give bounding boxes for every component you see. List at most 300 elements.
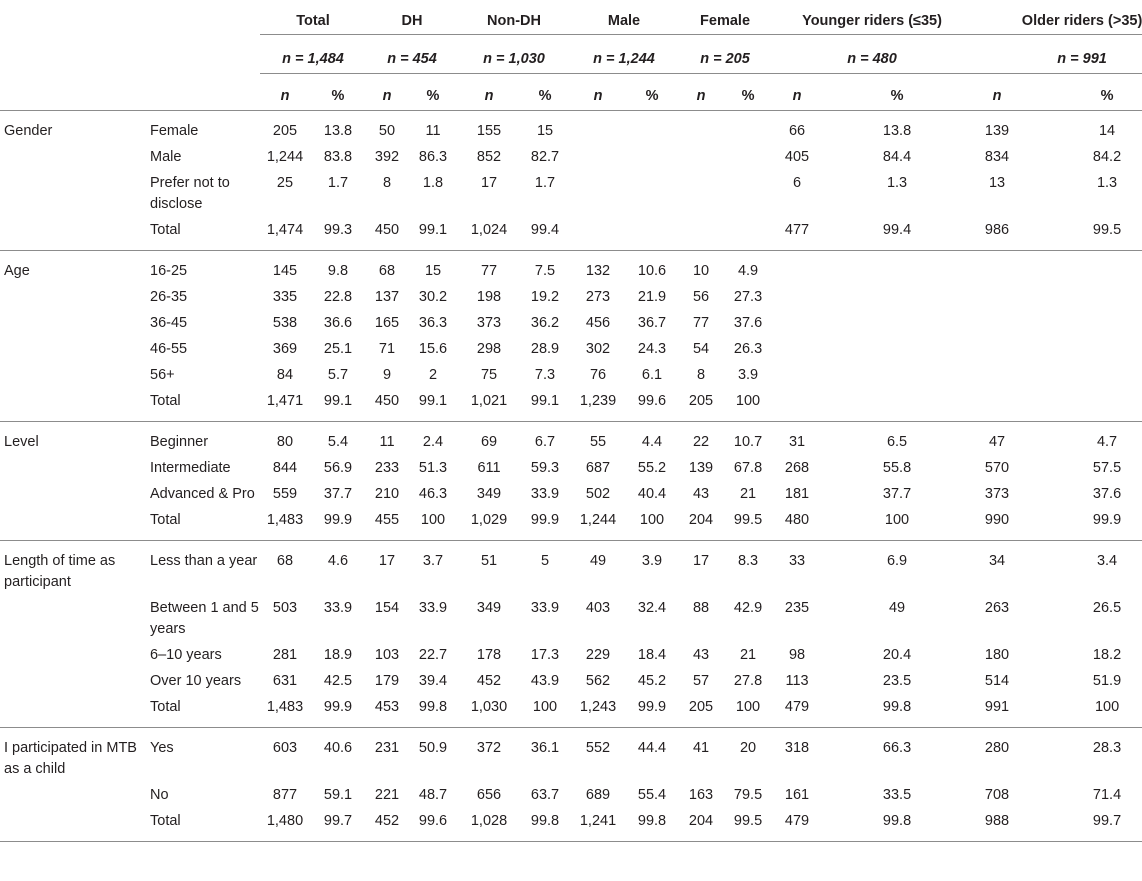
cell-n: 55 (589, 434, 607, 450)
cell-n: 180 (984, 647, 1010, 663)
cell-pct: 99.9 (310, 697, 366, 728)
cell-n: 75 (480, 367, 498, 383)
cell-pct: 1.7 (534, 175, 556, 191)
cell-n: 13 (988, 175, 1006, 191)
cell-pct: 1.8 (422, 175, 444, 191)
cell-n: 163 (688, 787, 714, 803)
cell-pct: 33.9 (530, 600, 560, 616)
cell-n: 204 (678, 811, 724, 842)
cell-pct: 6.1 (641, 367, 663, 383)
cell-pct: 11 (425, 123, 441, 139)
cell-n: 210 (374, 486, 400, 502)
cell-pct: 3.9 (641, 553, 663, 569)
cell-n: 988 (972, 811, 1022, 842)
section-category: I participated in MTB as a child (4, 740, 137, 777)
row-label: Total (150, 391, 260, 422)
cell-pct: 99.5 (724, 510, 772, 541)
n-dh: n = 454 (366, 35, 458, 74)
cell-pct (1022, 391, 1142, 422)
cell-pct (724, 220, 772, 251)
cell-n: 834 (984, 149, 1010, 165)
cell-pct (626, 147, 678, 173)
cell-pct (822, 339, 972, 365)
subheader-pct: % (1022, 74, 1142, 111)
cell-n: 139 (688, 460, 714, 476)
cell-n: 50 (378, 123, 396, 139)
cell-n: 25 (276, 175, 294, 191)
cell-pct (1022, 287, 1142, 313)
cell-pct: 99.7 (310, 811, 366, 842)
cell-n: 17 (692, 553, 710, 569)
cell-n: 372 (476, 740, 502, 756)
cell-n: 514 (984, 673, 1010, 689)
cell-n: 221 (374, 787, 400, 803)
header-row-groups (0, 0, 1142, 35)
cell-pct (822, 251, 972, 288)
cell-pct: 79.5 (733, 787, 763, 803)
cell-n: 17 (480, 175, 498, 191)
row-label: Total (150, 510, 260, 541)
row-label: 56+ (150, 367, 175, 383)
cell-n: 335 (272, 289, 298, 305)
cell-pct: 50.9 (418, 740, 448, 756)
cell-pct: 86.3 (418, 149, 448, 165)
cell-n: 302 (585, 341, 611, 357)
section-category: Level (4, 434, 39, 450)
n-younger: n = 480 (772, 35, 972, 74)
cell-pct (724, 111, 772, 148)
cell-pct: 84.4 (882, 149, 912, 165)
cell-n: 450 (366, 391, 408, 422)
n-total: n = 1,484 (260, 35, 366, 74)
row-label: Prefer not to disclose (150, 175, 230, 212)
cell-n (570, 111, 626, 148)
cell-n: 502 (585, 486, 611, 502)
cell-pct: 83.8 (323, 149, 353, 165)
section-category: Gender (4, 123, 53, 139)
cell-n: 689 (585, 787, 611, 803)
cell-pct: 18.4 (637, 647, 667, 663)
cell-pct: 26.5 (1092, 600, 1122, 616)
cell-pct: 37.7 (323, 486, 353, 502)
cell-pct: 99.8 (822, 811, 972, 842)
cell-pct: 21 (739, 647, 757, 663)
col-group-total: Total (260, 0, 366, 35)
cell-n: 373 (984, 486, 1010, 502)
cell-n (678, 173, 724, 220)
cell-pct: 10.6 (637, 263, 667, 279)
cell-n: 281 (272, 647, 298, 663)
cell-n: 852 (476, 149, 502, 165)
cell-pct: 99.4 (822, 220, 972, 251)
table-row (0, 173, 1142, 220)
cell-n: 155 (476, 123, 502, 139)
cell-n (972, 365, 1022, 391)
row-label: Yes (150, 740, 174, 756)
cell-pct: 37.7 (882, 486, 912, 502)
cell-pct (626, 220, 678, 251)
cell-pct: 99.5 (1022, 220, 1142, 251)
section-category: Length of time as participant (4, 553, 116, 590)
cell-pct: 1.7 (327, 175, 349, 191)
cell-pct: 100 (408, 510, 458, 541)
cell-pct: 71.4 (1092, 787, 1122, 803)
cell-pct: 43.9 (530, 673, 560, 689)
cell-pct: 55.8 (882, 460, 912, 476)
cell-n: 22 (692, 434, 710, 450)
cell-n: 161 (784, 787, 810, 803)
cell-n: 991 (972, 697, 1022, 728)
cell-n: 145 (272, 263, 298, 279)
cell-n: 77 (480, 263, 498, 279)
subheader-pct: % (520, 74, 570, 111)
cell-n: 1,471 (260, 391, 310, 422)
row-label: Total (150, 811, 260, 842)
cell-pct: 63.7 (530, 787, 560, 803)
row-label: Female (150, 123, 199, 139)
cell-n: 273 (585, 289, 611, 305)
cell-n: 656 (476, 787, 502, 803)
cell-pct (724, 147, 772, 173)
cell-n: 405 (784, 149, 810, 165)
cell-pct: 99.3 (310, 220, 366, 251)
cell-n: 559 (272, 486, 298, 502)
table-row (0, 111, 1142, 148)
cell-n: 392 (374, 149, 400, 165)
cell-n (772, 313, 822, 339)
cell-pct: 20 (739, 740, 757, 756)
table-row (0, 339, 1142, 365)
cell-n (772, 287, 822, 313)
cell-pct: 51.3 (418, 460, 448, 476)
cell-n: 349 (476, 600, 502, 616)
cell-pct: 99.1 (408, 220, 458, 251)
cell-pct: 5 (540, 553, 550, 569)
cell-n: 452 (476, 673, 502, 689)
subheader-pct: % (822, 74, 972, 111)
row-label: Male (150, 149, 182, 165)
cell-n: 43 (692, 486, 710, 502)
cell-n: 708 (984, 787, 1010, 803)
cell-pct: 45.2 (637, 673, 667, 689)
cell-n: 205 (272, 123, 298, 139)
cell-n: 1,241 (570, 811, 626, 842)
cell-n: 538 (272, 315, 298, 331)
cell-pct (724, 173, 772, 220)
cell-pct: 22.7 (418, 647, 448, 663)
cell-pct: 99.9 (310, 510, 366, 541)
cell-n: 9 (382, 367, 392, 383)
table-row (0, 484, 1142, 510)
table-row (0, 811, 1142, 842)
cell-n: 33 (788, 553, 806, 569)
cell-n: 56 (692, 289, 710, 305)
cell-n: 98 (788, 647, 806, 663)
cell-n: 34 (988, 553, 1006, 569)
cell-n: 1,028 (458, 811, 520, 842)
cell-n: 57 (692, 673, 710, 689)
cell-n: 1,030 (458, 697, 520, 728)
cell-pct: 30.2 (418, 289, 448, 305)
cell-pct: 39.4 (418, 673, 448, 689)
cell-pct: 17.3 (530, 647, 560, 663)
cell-pct: 37.6 (733, 315, 763, 331)
cell-n: 198 (476, 289, 502, 305)
cell-pct (822, 365, 972, 391)
cell-pct: 55.2 (637, 460, 667, 476)
subheader-n: n (458, 74, 520, 111)
cell-n: 552 (585, 740, 611, 756)
cell-n: 179 (374, 673, 400, 689)
cell-n: 84 (276, 367, 294, 383)
cell-n (570, 173, 626, 220)
cell-n: 453 (366, 697, 408, 728)
cell-n: 450 (366, 220, 408, 251)
cell-pct: 28.3 (1092, 740, 1122, 756)
table-row (0, 785, 1142, 811)
cell-n: 165 (374, 315, 400, 331)
cell-n (678, 111, 724, 148)
cell-n: 41 (692, 740, 710, 756)
cell-n (972, 391, 1022, 422)
row-label: No (150, 787, 169, 803)
cell-n: 1,024 (458, 220, 520, 251)
table-row (0, 147, 1142, 173)
cell-n: 480 (772, 510, 822, 541)
cell-pct: 44.4 (637, 740, 667, 756)
cell-n: 51 (480, 553, 498, 569)
cell-n: 8 (382, 175, 392, 191)
cell-n: 88 (692, 600, 710, 616)
cell-pct: 5.7 (327, 367, 349, 383)
table-row (0, 365, 1142, 391)
cell-n: 6 (792, 175, 802, 191)
cell-pct: 59.1 (323, 787, 353, 803)
table-row (0, 541, 1142, 599)
cell-pct: 33.5 (882, 787, 912, 803)
n-older: n = 991 (972, 35, 1142, 74)
table-row (0, 697, 1142, 728)
cell-pct: 10.7 (733, 434, 763, 450)
cell-pct: 42.5 (323, 673, 353, 689)
table-row (0, 287, 1142, 313)
cell-n: 349 (476, 486, 502, 502)
cell-n: 229 (585, 647, 611, 663)
header-row-sub (0, 74, 1142, 111)
cell-pct (626, 173, 678, 220)
cell-pct: 99.8 (520, 811, 570, 842)
cell-pct: 36.7 (637, 315, 667, 331)
cell-pct: 59.3 (530, 460, 560, 476)
col-group-older: Older riders (>35) (972, 0, 1142, 35)
cell-pct: 66.3 (882, 740, 912, 756)
cell-pct: 99.1 (310, 391, 366, 422)
cell-n: 1,483 (260, 510, 310, 541)
section-category: Age (4, 263, 30, 279)
cell-pct (822, 391, 972, 422)
cell-n: 231 (374, 740, 400, 756)
cell-pct: 99.9 (626, 697, 678, 728)
cell-n (972, 339, 1022, 365)
cell-n: 687 (585, 460, 611, 476)
cell-pct: 57.5 (1092, 460, 1122, 476)
cell-pct: 100 (822, 510, 972, 541)
cell-n: 204 (678, 510, 724, 541)
cell-n (678, 220, 724, 251)
cell-n: 66 (788, 123, 806, 139)
cell-pct: 49 (888, 600, 906, 616)
n-non-dh: n = 1,030 (458, 35, 570, 74)
cell-pct: 1.3 (886, 175, 908, 191)
cell-pct: 15 (424, 263, 442, 279)
cell-n: 631 (272, 673, 298, 689)
cell-n: 1,244 (266, 149, 304, 165)
cell-pct (626, 111, 678, 148)
cell-n: 263 (984, 600, 1010, 616)
cell-n: 477 (772, 220, 822, 251)
cell-n (570, 147, 626, 173)
cell-pct: 27.3 (733, 289, 763, 305)
cell-pct: 100 (1022, 697, 1142, 728)
cell-n: 68 (276, 553, 294, 569)
cell-n (772, 251, 822, 288)
cell-pct: 19.2 (530, 289, 560, 305)
cell-n: 8 (696, 367, 706, 383)
cell-n: 205 (678, 697, 724, 728)
cell-n (772, 339, 822, 365)
subheader-pct: % (724, 74, 772, 111)
cell-pct: 4.7 (1096, 434, 1118, 450)
cell-n: 986 (972, 220, 1022, 251)
cell-pct: 100 (724, 391, 772, 422)
cell-pct: 13.8 (323, 123, 353, 139)
cell-n: 137 (374, 289, 400, 305)
n-female: n = 205 (678, 35, 772, 74)
row-label: Less than a year (150, 553, 258, 569)
col-group-male: Male (570, 0, 678, 35)
cell-n (678, 147, 724, 173)
cell-n (772, 365, 822, 391)
cell-pct: 1.3 (1096, 175, 1118, 191)
cell-n: 318 (784, 740, 810, 756)
cell-n: 113 (785, 673, 809, 689)
cell-pct: 40.4 (637, 486, 667, 502)
cell-pct: 67.8 (733, 460, 763, 476)
row-label: 36-45 (150, 315, 188, 331)
subheader-pct: % (408, 74, 458, 111)
cell-n: 990 (972, 510, 1022, 541)
cell-n: 369 (272, 341, 298, 357)
cell-pct: 99.7 (1022, 811, 1142, 842)
cell-n: 103 (374, 647, 400, 663)
cell-pct (822, 313, 972, 339)
col-group-younger: Younger riders (≤35) (772, 0, 972, 35)
cell-pct: 3.9 (737, 367, 759, 383)
cell-n: 1,483 (260, 697, 310, 728)
cell-pct: 33.9 (323, 600, 353, 616)
cell-n: 80 (276, 434, 294, 450)
cell-pct: 99.1 (408, 391, 458, 422)
cell-n: 10 (692, 263, 710, 279)
cell-n: 455 (366, 510, 408, 541)
cell-n: 562 (585, 673, 611, 689)
col-group-dh: DH (366, 0, 458, 35)
cell-n: 1,480 (260, 811, 310, 842)
table-row (0, 598, 1142, 645)
cell-pct: 5.4 (327, 434, 349, 450)
cell-n: 298 (476, 341, 502, 357)
cell-n: 1,474 (260, 220, 310, 251)
cell-n: 77 (692, 315, 710, 331)
cell-pct: 15 (536, 123, 554, 139)
cell-pct: 55.4 (637, 787, 667, 803)
cell-n: 570 (984, 460, 1010, 476)
cell-n: 154 (374, 600, 400, 616)
cell-n: 456 (585, 315, 611, 331)
cell-pct (1022, 365, 1142, 391)
table-row (0, 391, 1142, 422)
cell-pct: 82.7 (530, 149, 560, 165)
cell-pct: 20.4 (882, 647, 912, 663)
cell-pct: 7.3 (534, 367, 556, 383)
cell-n: 877 (272, 787, 298, 803)
cell-n: 403 (585, 600, 611, 616)
cell-n: 17 (378, 553, 396, 569)
cell-n (772, 391, 822, 422)
cell-n: 1,239 (570, 391, 626, 422)
cell-pct: 8.3 (737, 553, 759, 569)
cell-n: 76 (589, 367, 607, 383)
cell-pct: 18.2 (1092, 647, 1122, 663)
cell-pct: 84.2 (1092, 149, 1122, 165)
cell-n: 69 (480, 434, 498, 450)
table-row (0, 220, 1142, 251)
cell-pct: 99.1 (520, 391, 570, 422)
cell-pct (1022, 251, 1142, 288)
cell-pct: 2 (428, 367, 438, 383)
subheader-n: n (772, 74, 822, 111)
cell-n: 503 (272, 600, 298, 616)
cell-pct: 56.9 (323, 460, 353, 476)
row-label: 16-25 (150, 263, 188, 279)
row-label: Total (150, 697, 260, 728)
table-row (0, 728, 1142, 786)
cell-pct: 3.7 (422, 553, 444, 569)
subheader-n: n (570, 74, 626, 111)
col-group-non-dh: Non-DH (458, 0, 570, 35)
col-group-female: Female (678, 0, 772, 35)
row-label: 6–10 years (150, 647, 222, 663)
cell-n: 181 (784, 486, 810, 502)
cell-n: 139 (984, 123, 1010, 139)
cell-pct: 4.9 (737, 263, 759, 279)
row-label: 26-35 (150, 289, 188, 305)
cell-pct: 14 (1098, 123, 1116, 139)
cell-pct: 42.9 (733, 600, 763, 616)
cell-pct: 6.7 (534, 434, 556, 450)
cell-pct: 36.6 (323, 315, 353, 331)
cell-pct: 18.9 (323, 647, 353, 663)
cell-pct: 4.6 (327, 553, 349, 569)
cell-n: 280 (984, 740, 1010, 756)
cell-pct: 99.6 (408, 811, 458, 842)
cell-n: 373 (476, 315, 502, 331)
cell-pct: 22.8 (323, 289, 353, 305)
cell-pct: 37.6 (1092, 486, 1122, 502)
subheader-n: n (260, 74, 310, 111)
cell-pct: 23.5 (882, 673, 912, 689)
cell-pct: 15.6 (418, 341, 448, 357)
